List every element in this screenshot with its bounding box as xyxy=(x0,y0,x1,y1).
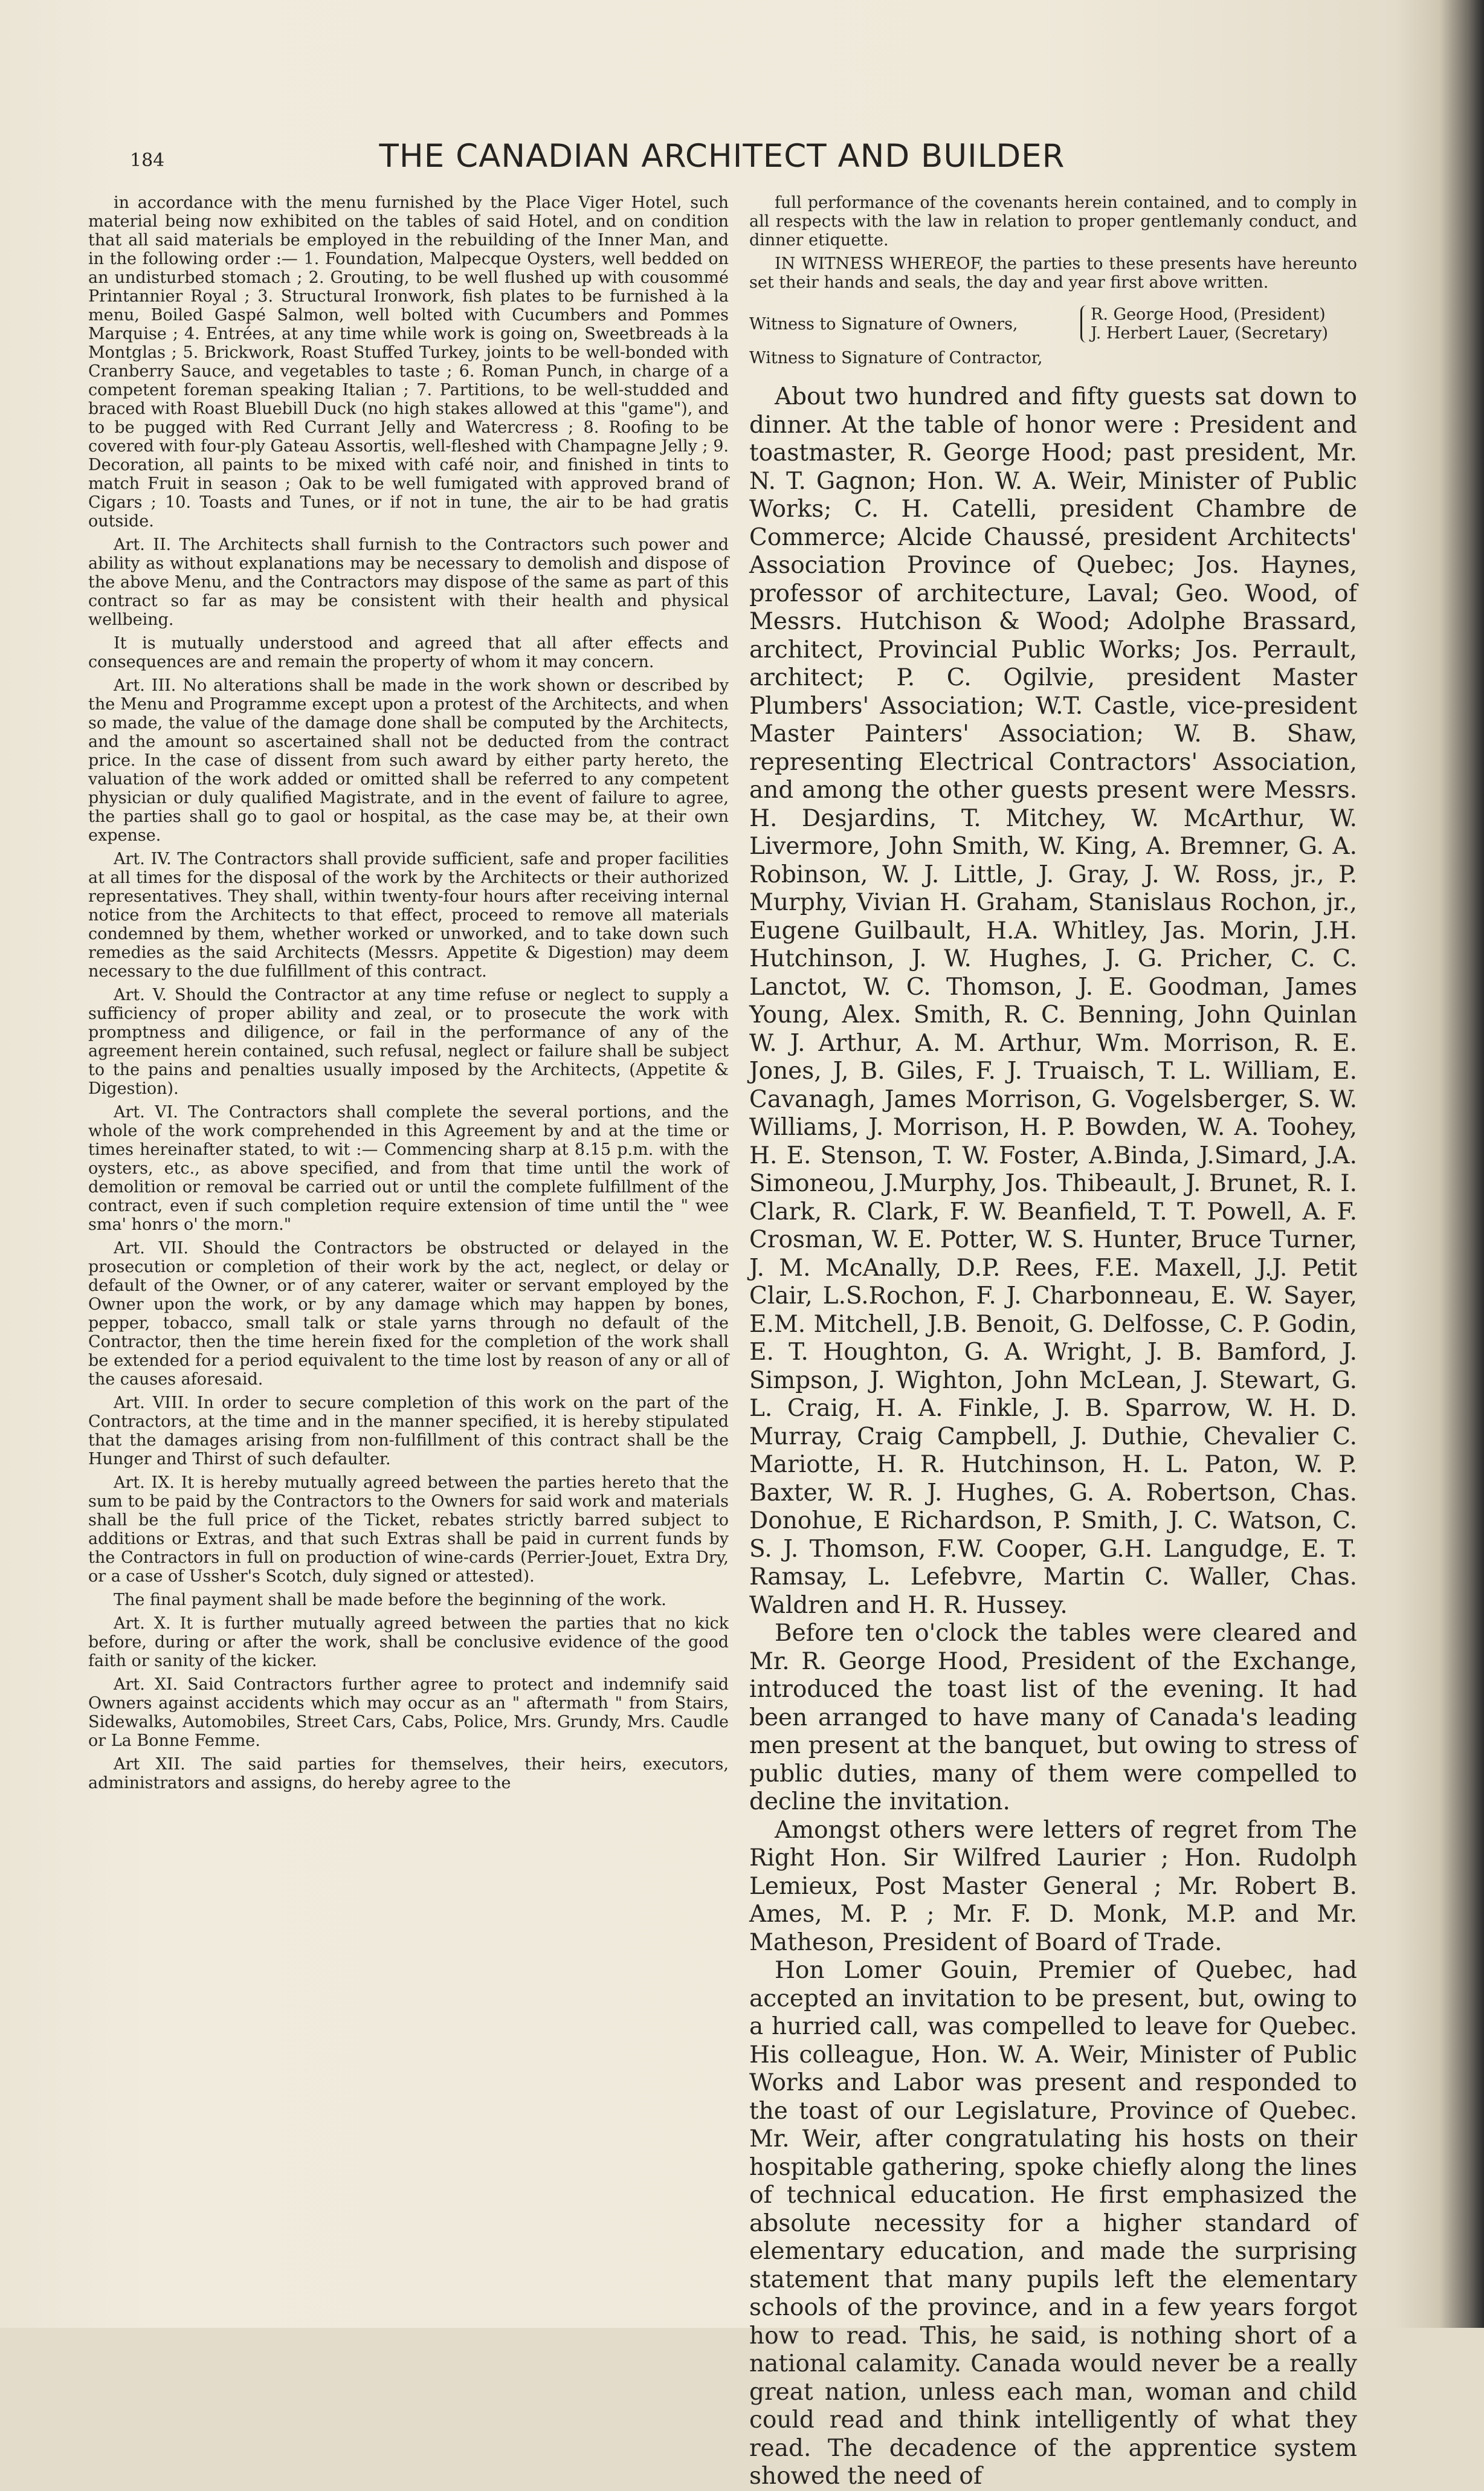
witness-contractor-label: Witness to Signature of Contractor, xyxy=(749,349,1043,367)
contract-menu-paragraph: in accordance with the menu furnished by the Place Viger Hotel, such material being now exhibited on the tables of said Hotel, and on condition that all said materials be employed in the rebuilding of the Inner Man, and in the following order :— 1. Foundation, Malpecque Oysters, well bedded on an undisturbed stomach ; 2. Grouting, to be well flushed up with cousommé Printannier Royal ; 3. Structural Ironwork, fish plates to be furnished à la menu, Boiled Gaspé Salmon, well bolted with Cucumbers and Pommes Marquise ; 4. Entrées, at any time while work is going on, Sweetbreads à la Montglas ; 5. Brickwork, Roast Stuffed Turkey, joints to be well-bonded with Cranberry Sauce, and vegetables to taste ; 6. Roman Punch, in charge of a competent foreman speaking Italian ; 7. Partitions, to be well-studded and braced with Roast Bluebill Duck (no high stakes allowed at this "game"), and to be pugged with Red Currant Jelly and Watercress ; 8. Roofing to be covered with four-ply Gateau Assortis, well-fleshed with Champagne Jelly ; 9. Decoration, all paints to be mixed with café noir, and finished in tints to match Fruit in season ; Oak to be well fumigated with approved brand of Cigars ; 10. Toasts and Tunes, or if not in tune, the air to be had gratis outside. xyxy=(88,193,729,531)
article-8: Art. VIII. In order to secure completion of this work on the part of the Contractors, at the time and in the manner specified, it is hereby stipulated that the damages arising from non-fulfillment of this contract shall be the Hunger and Thirst of such defaulter. xyxy=(88,1394,729,1468)
article-6: Art. VI. The Contractors shall complete the several portions, and the whole of the work comprehended in this Agreement by and at the time or times hereinafter stated, to wit :— Commencing sharp at 8.15 p.m. with the oysters, etc., as above specified, and from that time until the work of demolition or removal be carried out or until the complete fulfillment of the contract, even if such completion require extension of time until the " wee sma' honrs o' the morn." xyxy=(88,1103,729,1234)
page-number: 184 xyxy=(130,150,165,171)
article-9: Art. IX. It is hereby mutually agreed between the parties hereto that the sum to be paid by the Contractors to the Owners for said work and materials shall be the full price of the Ticket, rebates strictly barred subject to additions or Extras, and that such Extras shall be paid in current funds by the Contractors in full on production of wine-cards (Perrier-Jouet, Extra Dry, or a case of Ussher's Scotch, duly signed or attested). xyxy=(88,1473,729,1586)
journal-title: THE CANADIAN ARCHITECT AND BUILDER xyxy=(379,138,1065,175)
article-3: Art. III. No alterations shall be made in the work shown or described by the Menu and Programme except upon a protest of the Architects, and when so made, the value of the damage done shall be computed by the Architects, and the amount so ascertained shall not be deducted from the contract price. In the case of dissent from such award by either party hereto, the valuation of the work added or omitted shall be referred to any competent physician or duly qualified Magistrate, and in the event of failure to agree, the parties shall go to gaol or hospital, as the case may be, at their own expense. xyxy=(88,676,729,845)
guest-list-paragraph: About two hundred and fifty guests sat down to dinner. At the table of honor were : President and toastmaster, R. George Hood; past president, Mr. N. T. Gagnon; Hon. W. A. Weir, Minister of Public Works; C. H. Catelli, president Chambre de Commerce; Alcide Chaussé, president Architects' Association Province of Quebec; Jos. Haynes, professor of architecture, Laval; Geo. Wood, of Messrs. Hutchison & Wood; Adolphe Brassard, architect, Provincial Public Works; Jos. Perrault, architect; P. C. Ogilvie, president Master Plumbers' Association; W.T. Castle, vice-president Master Painters' Association; W. B. Shaw, representing Electrical Contractors' Association, and among the other guests present were Messrs. H. Desjardins, T. Mitchey, W. McArthur, W. Livermore, John Smith, W. King, A. Bremner, G. A. Robinson, W. J. Little, J. Gray, J. W. Ross, jr., P. Murphy, Vivian H. Graham, Stanislaus Rochon, jr., Eugene Guilbault, H.A. Whitley, Jas. Morin, J.H. Hutchinson, J. W. Hughes, J. G. Pricher, C. C. Lanctot, W. C. Thomson, J. E. Goodman, James Young, Alex. Smith, R. C. Benning, John Quinlan W. J. Arthur, A. M. Arthur, Wm. Morrison, R. E. Jones, J, B. Giles, F. J. Truaisch, T. L. William, E. Cavanagh, James Morrison, G. Vogelsberger, S. W. Williams, J. Morrison, H. P. Bowden, W. A. Toohey, H. E. Stenson, T. W. Foster, A.Binda, J.Simard, J.A. Simoneou, J.Murphy, Jos. Thibeault, J. Brunet, R. I. Clark, R. Clark, F. W. Beanfield, T. T. Powell, A. F. Crosman, W. E. Potter, W. S. Hunter, Bruce Turner, J. M. McAnally, D.P. Rees, F.E. Maxell, J.J. Petit Clair, L.S.Rochon, F. J. Charbonneau, E. W. Sayer, E.M. Mitchell, J.B. Benoit, G. Delfosse, C. P. Godin, E. T. Houghton, G. A. Wright, J. B. Bamford, J. Simpson, J. Wighton, John McLean, J. Stewart, G. L. Craig, H. A. Finkle, J. B. Sparrow, W. H. D. Murray, Craig Campbell, J. Duthie, Chevalier C. Mariotte, H. R. Hutchinson, H. L. Paton, W. P. Baxter, W. R. J. Hughes, G. A. Robertson, Chas. Donohue, E Richardson, P. Smith, J. C. Watson, C. S. J. Thomson, F.W. Cooper, G.H. Langudge, E. T. Ramsay, L. Lefebvre, Martin C. Waller, Chas. Waldren and H. R. Hussey. xyxy=(749,383,1357,1619)
witness-owners-label: Witness to Signature of Owners, xyxy=(749,314,1018,334)
covenant-paragraph: full performance of the covenants herein contained, and to comply in all respects with the law in relation to proper gentlemanly conduct, and dinner etiquette. xyxy=(749,193,1357,250)
toast-list-paragraph: Before ten o'clock the tables were cleared and Mr. R. George Hood, President of the Exchange, introduced the toast list of the evening. It had been arranged to have many of Canada's leading men present at the banquet, but owing to stress of public duties, many of them were compelled to decline the invitation. xyxy=(749,1620,1357,1815)
right-column xyxy=(749,193,1357,2491)
article-10: Art. X. It is further mutually agreed between the parties that no kick before, during or after the work, shall be conclusive evidence of the good faith or sanity of the kicker. xyxy=(88,1614,729,1670)
signatory-president: R. George Hood, (President) xyxy=(1091,305,1326,324)
regrets-paragraph: Amongst others were letters of regret from The Right Hon. Sir Wilfred Laurier ; Hon. Rudolph Lemieux, Post Master General ; Mr. Robert B. Ames, M. P. ; Mr. F. D. Monk, M.P. and Mr. Matheson, President of Board of Trade. xyxy=(749,1816,1357,1956)
article-2: Art. II. The Architects shall furnish to the Contractors such power and ability as without explanations may be necessary to demolish and dispose of the above Menu, and the Contractors may dispose of the same as part of this contract so far as may be consistent with their health and physical wellbeing. xyxy=(88,535,729,629)
signatory-secretary: J. Herbert Lauer, (Secretary) xyxy=(1091,324,1329,343)
in-witness-paragraph: IN WITNESS WHEREOF, the parties to these presents have hereunto set their hands and seals, the day and year first above written. xyxy=(749,254,1357,292)
weir-speech-paragraph: Hon Lomer Gouin, Premier of Quebec, had accepted an invitation to be present, but, owing to a hurried call, was compelled to leave for Quebec. His colleague, Hon. W. A. Weir, Minister of Public Works and Labor was present and responded to the toast of our Legislature, Province of Quebec. Mr. Weir, after congratulating his hosts on their hospitable gathering, spoke chiefly along the lines of technical education. He first emphasized the absolute necessity for a higher standard of elementary education, and made the surprising statement that many pupils left the elementary schools of the province, and in a few years forgot how to read. This, he said, is nothing short of a national calamity. Canada would never be a really great nation, unless each man, woman and child could read and think intelligently of what they read. The decadence of the apprentice system showed the need of xyxy=(749,1957,1357,2490)
signatories-brace xyxy=(1080,305,1328,343)
article-5: Art. V. Should the Contractor at any time refuse or neglect to supply a sufficiency of proper ability and zeal, or to prosecute the work with promptness and diligence, or fail in the performance of any of the agreement herein contained, such refusal, neglect or failure shall be subject to the pains and penalties usually imposed by the Architects, (Appetite & Digestion). xyxy=(88,986,729,1098)
article-2-note: It is mutually understood and agreed that all after effects and consequences are and remain the property of whom it may concern. xyxy=(88,634,729,671)
owners-signature-block xyxy=(749,305,1357,343)
article-4: Art. IV. The Contractors shall provide sufficient, safe and proper facilities at all times for the disposal of the work by the Architects or their authorized representatives. They shall, within twenty-four hours after receiving internal notice from the Architects to that effect, proceed to remove all materials condemned by them, whether worked or unworked, and to take down such remedies as the said Architects (Messrs. Appetite & Digestion) may deem necessary to the due fulfillment of this contract. xyxy=(88,850,729,981)
page-header xyxy=(130,138,1314,192)
article-11: Art. XI. Said Contractors further agree to protect and indemnify said Owners against accidents which may occur as an " aftermath " from Stairs, Sidewalks, Automobiles, Street Cars, Cabs, Police, Mrs. Grundy, Mrs. Caudle or La Bonne Femme. xyxy=(88,1675,729,1750)
final-payment-note: The final payment shall be made before the beginning of the work. xyxy=(114,1591,666,1609)
banquet-report xyxy=(749,383,1357,2491)
left-column xyxy=(88,193,729,1797)
article-7: Art. VII. Should the Contractors be obstructed or delayed in the prosecution or completion of their work by the act, neglect, or delay or default of the Owner, or of any caterer, waiter or servant employed by the Owner upon the work, or by any damage which may happen by bones, pepper, tobacco, small talk or stale yarns through no default of the Contractor, then the time herein fixed for the completion of the work shall be extended for a period equivalent to the time lost by reason of any or all of the causes aforesaid. xyxy=(88,1239,729,1389)
article-12: Art XII. The said parties for themselves, their heirs, executors, administrators and assigns, do hereby agree to the xyxy=(88,1755,729,1792)
